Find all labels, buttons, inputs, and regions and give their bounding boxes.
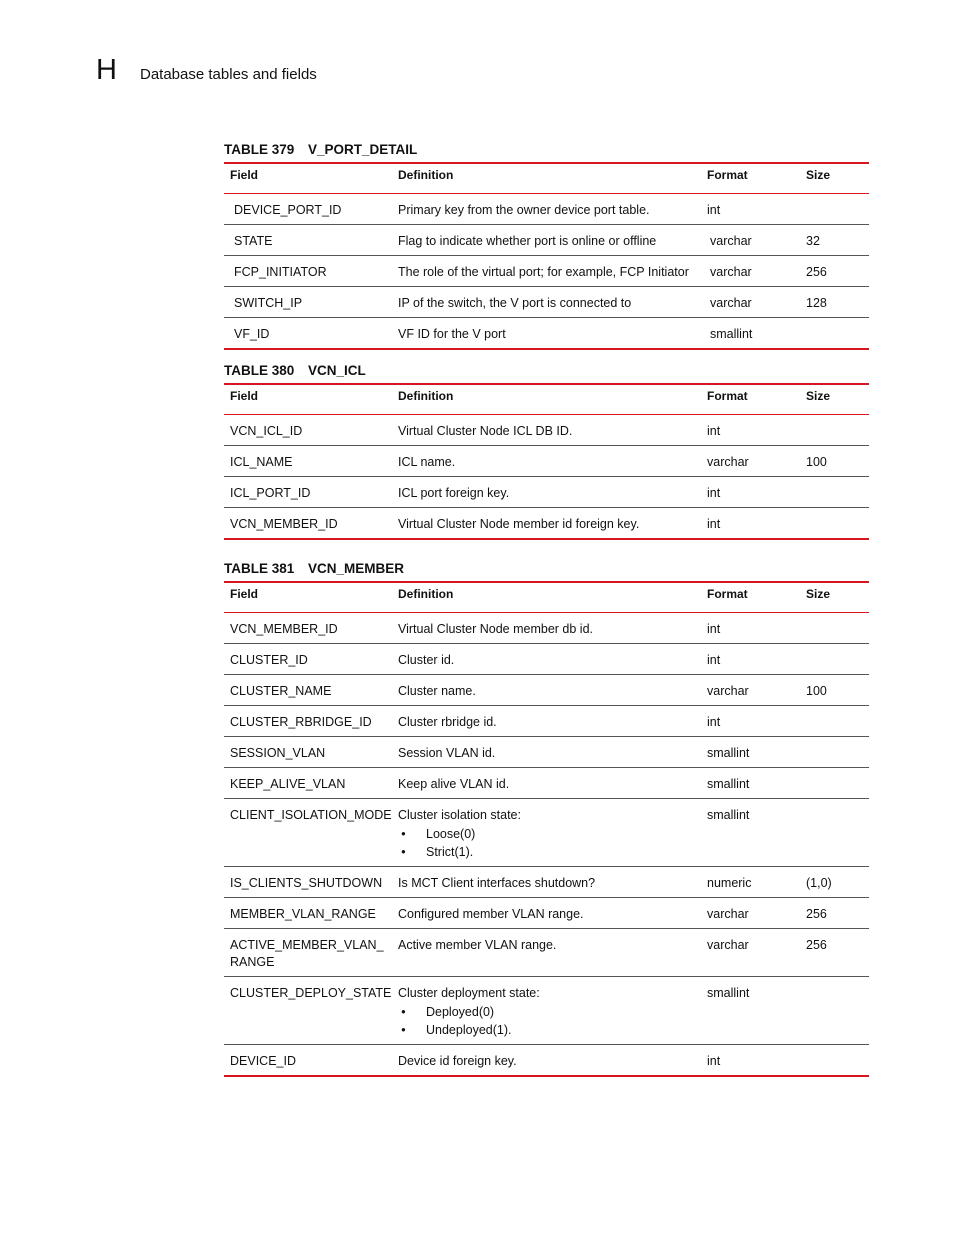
cell-size: 256 [800, 256, 869, 287]
cell-definition: The role of the virtual port; for example, FCP Initiator [392, 256, 701, 287]
table-header-row [224, 164, 869, 194]
cell-definition: Session VLAN id. [392, 737, 701, 768]
cell-field: ICL_NAME [224, 446, 392, 477]
table-caption [224, 362, 869, 380]
table-number: TABLE 381 [224, 561, 295, 576]
table-row [224, 477, 869, 508]
cell-definition-group [392, 977, 701, 1045]
cell-definition: Keep alive VLAN id. [392, 768, 701, 799]
cell-format: int [701, 477, 800, 508]
column-header-format: Format [701, 583, 800, 613]
cell-size [800, 977, 869, 1045]
cell-field: MEMBER_VLAN_RANGE [224, 898, 392, 929]
cell-format: int [701, 1045, 800, 1077]
cell-size: 100 [800, 446, 869, 477]
table-row [224, 194, 869, 225]
cell-format: varchar [701, 898, 800, 929]
table-v-port-detail [224, 141, 869, 350]
cell-format: int [701, 706, 800, 737]
cell-format: int [701, 644, 800, 675]
cell-definition: Cluster deployment state: [398, 986, 540, 1000]
cell-field: IS_CLIENTS_SHUTDOWN [224, 867, 392, 898]
cell-format: smallint [701, 768, 800, 799]
cell-size: 100 [800, 675, 869, 706]
cell-field: SWITCH_IP [224, 287, 392, 318]
cell-format: smallint [701, 737, 800, 768]
cell-size [800, 706, 869, 737]
table-row [224, 675, 869, 706]
cell-field: SESSION_VLAN [224, 737, 392, 768]
cell-definition-group [392, 799, 701, 867]
cell-definition: ICL port foreign key. [392, 477, 701, 508]
cell-size [800, 477, 869, 508]
table-caption [224, 560, 869, 578]
cell-format: int [701, 194, 800, 225]
table-row [224, 898, 869, 929]
data-table [224, 385, 869, 540]
table-caption [224, 141, 869, 159]
list-item: ● Deployed(0) [398, 1003, 701, 1021]
cell-field: VCN_MEMBER_ID [224, 508, 392, 540]
table-row [224, 977, 869, 1045]
cell-format: int [701, 613, 800, 644]
cell-size: (1,0) [800, 867, 869, 898]
table-row [224, 644, 869, 675]
cell-field: VCN_MEMBER_ID [224, 613, 392, 644]
table-vcn-icl [224, 362, 869, 540]
cell-field: ICL_PORT_ID [224, 477, 392, 508]
cell-size [800, 318, 869, 350]
table-name: VCN_MEMBER [308, 561, 405, 576]
cell-field: DEVICE_ID [224, 1045, 392, 1077]
table-row [224, 737, 869, 768]
column-header-definition: Definition [392, 164, 701, 194]
table-row [224, 446, 869, 477]
cell-size: 128 [800, 287, 869, 318]
cell-field: DEVICE_PORT_ID [224, 194, 392, 225]
cell-definition: Active member VLAN range. [392, 929, 701, 977]
table-row [224, 706, 869, 737]
table-header-row [224, 583, 869, 613]
cell-field: FCP_INITIATOR [224, 256, 392, 287]
cell-format: int [701, 508, 800, 540]
cell-format: varchar [701, 225, 800, 256]
cell-definition: Is MCT Client interfaces shutdown? [392, 867, 701, 898]
cell-size [800, 737, 869, 768]
column-header-size: Size [800, 583, 869, 613]
cell-format: smallint [701, 977, 800, 1045]
cell-definition: Primary key from the owner device port table. [392, 194, 701, 225]
cell-size [800, 508, 869, 540]
cell-format: varchar [701, 929, 800, 977]
table-row [224, 287, 869, 318]
table-row [224, 799, 869, 867]
cell-format: smallint [701, 799, 800, 867]
running-header-title: Database tables and fields [140, 66, 317, 83]
definition-bullet-list [398, 825, 701, 861]
chapter-letter: H [96, 54, 117, 86]
table-row [224, 256, 869, 287]
cell-size: 32 [800, 225, 869, 256]
cell-size [800, 799, 869, 867]
table-vcn-member [224, 560, 869, 1077]
cell-definition: Cluster isolation state: [398, 808, 521, 822]
cell-definition: Configured member VLAN range. [392, 898, 701, 929]
table-row [224, 318, 869, 350]
table-row [224, 768, 869, 799]
cell-definition: VF ID for the V port [392, 318, 701, 350]
table-number: TABLE 379 [224, 142, 295, 157]
cell-size: 256 [800, 898, 869, 929]
cell-format: varchar [701, 256, 800, 287]
table-name: VCN_ICL [308, 363, 366, 378]
table-row [224, 1045, 869, 1077]
column-header-field: Field [224, 385, 392, 415]
cell-field: CLUSTER_ID [224, 644, 392, 675]
cell-field: VCN_ICL_ID [224, 415, 392, 446]
table-name: V_PORT_DETAIL [308, 142, 418, 157]
data-table [224, 164, 869, 350]
cell-field: CLUSTER_NAME [224, 675, 392, 706]
cell-field: CLUSTER_RBRIDGE_ID [224, 706, 392, 737]
cell-field: KEEP_ALIVE_VLAN [224, 768, 392, 799]
cell-format: smallint [701, 318, 800, 350]
column-header-format: Format [701, 164, 800, 194]
column-header-field: Field [224, 164, 392, 194]
cell-definition: Flag to indicate whether port is online or offline [392, 225, 701, 256]
cell-format: numeric [701, 867, 800, 898]
cell-field: CLUSTER_DEPLOY_STATE [224, 977, 392, 1045]
cell-definition: Virtual Cluster Node member id foreign key. [392, 508, 701, 540]
table-row [224, 225, 869, 256]
column-header-field: Field [224, 583, 392, 613]
cell-size [800, 415, 869, 446]
cell-size [800, 613, 869, 644]
column-header-size: Size [800, 385, 869, 415]
column-header-definition: Definition [392, 385, 701, 415]
cell-size [800, 194, 869, 225]
cell-format: varchar [701, 675, 800, 706]
list-item: ● Loose(0) [398, 825, 701, 843]
cell-format: varchar [701, 287, 800, 318]
cell-field: CLIENT_ISOLATION_MODE [224, 799, 392, 867]
cell-field: ACTIVE_MEMBER_VLAN_RANGE [224, 929, 392, 977]
list-item: ● Undeployed(1). [398, 1021, 701, 1039]
cell-size [800, 1045, 869, 1077]
column-header-definition: Definition [392, 583, 701, 613]
definition-bullet-list [398, 1003, 701, 1039]
cell-definition: Device id foreign key. [392, 1045, 701, 1077]
table-row [224, 415, 869, 446]
cell-definition: Virtual Cluster Node member db id. [392, 613, 701, 644]
cell-size: 256 [800, 929, 869, 977]
cell-size [800, 644, 869, 675]
table-row [224, 929, 869, 977]
cell-size [800, 768, 869, 799]
list-item: ● Strict(1). [398, 843, 701, 861]
cell-definition: Cluster name. [392, 675, 701, 706]
cell-definition: Cluster id. [392, 644, 701, 675]
cell-definition: IP of the switch, the V port is connected to [392, 287, 701, 318]
cell-definition: ICL name. [392, 446, 701, 477]
column-header-size: Size [800, 164, 869, 194]
cell-format: int [701, 415, 800, 446]
table-number: TABLE 380 [224, 363, 295, 378]
data-table [224, 583, 869, 1077]
column-header-format: Format [701, 385, 800, 415]
cell-format: varchar [701, 446, 800, 477]
table-header-row [224, 385, 869, 415]
cell-field: STATE [224, 225, 392, 256]
cell-definition: Cluster rbridge id. [392, 706, 701, 737]
table-row [224, 508, 869, 540]
table-row [224, 867, 869, 898]
table-row [224, 613, 869, 644]
cell-field: VF_ID [224, 318, 392, 350]
cell-definition: Virtual Cluster Node ICL DB ID. [392, 415, 701, 446]
